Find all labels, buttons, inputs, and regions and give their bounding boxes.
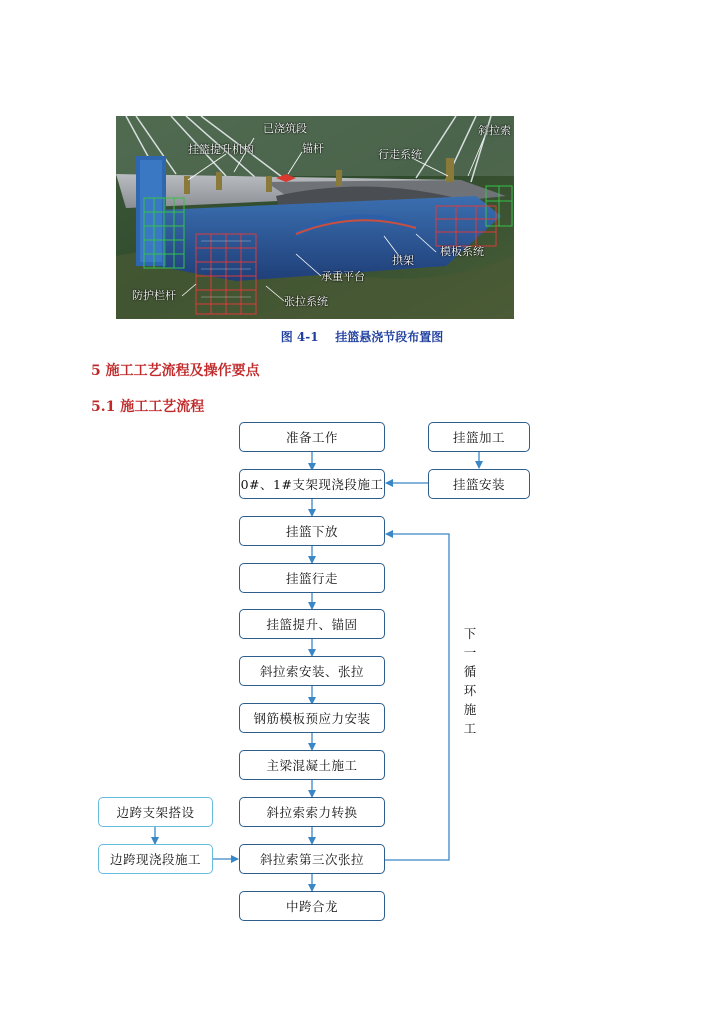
flow-step-move-traveller: 挂篮行走 — [239, 563, 385, 593]
form-traveller-figure — [116, 116, 514, 319]
figure-caption: 图 4-1 挂篮悬浇节段布置图 — [280, 330, 444, 344]
label-anchor-rod: 锚杆 — [302, 142, 324, 155]
flow-step-third-tension: 斜拉索第三次张拉 — [239, 844, 385, 874]
label-load-platform: 承重平台 — [321, 270, 365, 283]
flow-step-closure: 中跨合龙 — [239, 891, 385, 921]
flow-step-cable-install: 斜拉索安装、张拉 — [239, 656, 385, 686]
flow-step-side-span-support: 边跨支架搭设 — [98, 797, 213, 827]
flow-step-side-span-cast: 边跨现浇段施工 — [98, 844, 213, 874]
flow-step-install-traveller: 挂篮安装 — [428, 469, 530, 499]
flow-step-lift-anchor: 挂篮提升、锚固 — [239, 609, 385, 639]
flow-step-prepare: 准备工作 — [239, 422, 385, 452]
label-guard-rail: 防护栏杆 — [132, 289, 176, 302]
subsection-heading: 5.1 施工工艺流程 — [91, 399, 205, 415]
label-truss: 拱架 — [392, 254, 414, 267]
flow-step-cable-force: 斜拉索索力转换 — [239, 797, 385, 827]
flow-step-0-1-segment: 0#、1#支架现浇段施工 — [239, 469, 385, 499]
label-stay-cable: 斜拉索 — [478, 124, 511, 137]
label-formwork-system: 模板系统 — [440, 245, 484, 258]
label-travel-system: 行走系统 — [378, 148, 422, 161]
flow-step-lower-traveller: 挂篮下放 — [239, 516, 385, 546]
flow-step-concrete: 主梁混凝土施工 — [239, 750, 385, 780]
section-heading: 5 施工工艺流程及操作要点 — [91, 363, 260, 379]
flow-step-rebar-formwork: 钢筋模板预应力安装 — [239, 703, 385, 733]
label-poured-segment: 已浇筑段 — [263, 122, 307, 135]
loop-label: 下一循环施工 — [463, 626, 477, 736]
label-lift-mechanism: 挂篮提升机构 — [188, 143, 254, 156]
arrow-loop-back — [384, 534, 449, 860]
label-tension-system: 张拉系统 — [284, 295, 328, 308]
flow-step-fabricate-traveller: 挂篮加工 — [428, 422, 530, 452]
